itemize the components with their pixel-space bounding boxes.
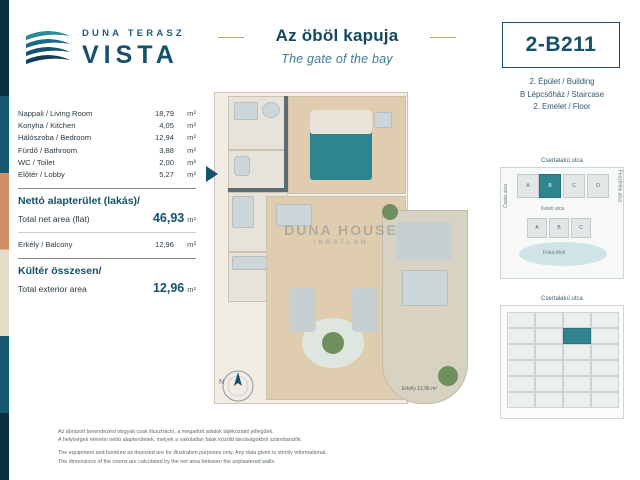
area-table (18, 108, 196, 295)
minimap-street-bottom: Foka-öböl (543, 250, 566, 256)
area-value: 2,00 (159, 157, 174, 167)
plant-decoration (382, 204, 398, 220)
title-rule-right (430, 37, 456, 38)
siteplan-unit (591, 312, 619, 328)
area-unit: m² (187, 145, 196, 155)
interior-wall (284, 96, 288, 192)
minimap-street-left: Csata utca (503, 184, 509, 208)
area-value: 5,27 (159, 170, 174, 180)
siteplan-unit (535, 344, 563, 360)
divider (18, 258, 196, 259)
area-unit: m² (187, 121, 196, 131)
siteplan-unit (535, 312, 563, 328)
brand-bottom-text: VISTA (82, 41, 179, 69)
net-area-value: 46,93 (152, 211, 185, 226)
siteplan-unit (591, 392, 619, 408)
siteplan-unit (507, 344, 535, 360)
brand-logo (22, 24, 212, 82)
entrance-arrow-icon (206, 166, 218, 182)
disclaimer-en-line1: The equipment and furniture as depicted are for illustration purposes only. Any data given is strictly informational. (58, 450, 327, 457)
area-value: 12,94 (154, 133, 174, 143)
balcony-unit: m² (187, 240, 196, 250)
exterior-area-row (18, 281, 196, 295)
balcony-name: Erkély / Balcony (18, 240, 73, 250)
siteplan-unit (507, 392, 535, 408)
bathtub-fixture (234, 102, 258, 120)
sink-fixture (262, 102, 280, 118)
siteplan-box (500, 305, 624, 419)
area-name: Fürdő / Bathroom (18, 145, 78, 155)
area-unit: m² (187, 109, 196, 118)
minimap-block-a: A (517, 174, 539, 198)
area-value: 4,05 (159, 121, 174, 131)
minimap-block-c: C (563, 174, 585, 198)
unit-code-text: 2-B211 (525, 33, 597, 56)
siteplan-unit (591, 328, 619, 344)
minimap-block-d: D (587, 174, 609, 198)
plant-decoration (438, 366, 458, 386)
outdoor-table (402, 270, 448, 306)
disclaimer (58, 428, 470, 471)
exterior-area-title: Kültér összesen/ (18, 265, 102, 278)
siteplan-unit (563, 360, 591, 376)
area-row (18, 132, 196, 144)
net-area-row (18, 211, 196, 225)
location-minimap (500, 158, 624, 279)
exterior-area-label: Total exterior area (18, 284, 87, 295)
building-line-1: 2. Épület / Building (529, 77, 595, 86)
siteplan-unit (507, 360, 535, 376)
floor-plan (206, 92, 466, 422)
minimap-block-c2: C (571, 218, 591, 238)
balcony-row (18, 239, 196, 251)
siteplan-unit (591, 376, 619, 392)
siteplan-unit (535, 328, 563, 344)
siteplan-unit (507, 376, 535, 392)
page-subtitle: The gate of the bay (281, 52, 393, 66)
disclaimer-hu (58, 428, 470, 444)
building-line-3: 2. Emelet / Floor (533, 102, 591, 111)
siteplan-unit (563, 344, 591, 360)
disclaimer-hu-line1: Az ábrázolt berendezési tárgyak csak illusztráció, a megadott adatok tájékoztató jellegűek. (58, 429, 274, 435)
area-value: 18,79 (154, 109, 174, 118)
disclaimer-en (58, 449, 470, 465)
bed-pillows (310, 110, 372, 134)
building-line-2: B Lépcsőház / Staircase (519, 89, 605, 99)
net-area-title: Nettó alapterület (lakás)/ (18, 195, 140, 208)
area-name: Hálószoba / Bedroom (18, 133, 92, 143)
decorative-color-strip (0, 0, 9, 480)
siteplan-unit (535, 376, 563, 392)
exterior-area-value: 12,96 (152, 281, 185, 296)
balcony-value: 12,96 (154, 240, 174, 250)
armchair-left (290, 288, 316, 332)
area-row (18, 169, 196, 181)
exterior-area-unit: m² (187, 285, 196, 295)
wave-logo-icon (22, 26, 74, 72)
svg-text:N: N (219, 379, 225, 386)
page-title: Az öböl kapuja (275, 26, 399, 45)
toilet-fixture (234, 156, 250, 176)
balcony-label: Erkély 12,96 m² (402, 386, 438, 392)
nightstand (374, 112, 392, 128)
siteplan-unit (591, 360, 619, 376)
siteplan-unit (535, 360, 563, 376)
siteplan-unit (563, 392, 591, 408)
divider (18, 188, 196, 189)
siteplan-unit (535, 392, 563, 408)
watermark (246, 222, 436, 246)
area-unit: m² (187, 157, 196, 167)
compass-icon (216, 364, 260, 408)
watermark-subtext: INGATLAN (313, 240, 369, 246)
minimap-block-b2: B (549, 218, 569, 238)
watermark-text: DUNA HOUSE (284, 222, 398, 238)
area-name: WC / Toilet (18, 157, 55, 167)
area-unit: m² (187, 133, 196, 143)
brand-top-text: DUNA TERASZ (82, 28, 185, 39)
minimap-street-top: Csertalakú utca (541, 158, 583, 164)
siteplan-unit (507, 328, 535, 344)
unit-code-badge (502, 22, 620, 68)
armchair-right (352, 288, 378, 332)
siteplan-unit (591, 344, 619, 360)
minimap-block-b: B (539, 174, 561, 198)
interior-wall (228, 188, 286, 192)
area-row (18, 157, 196, 169)
page-title-block (222, 26, 452, 66)
divider (18, 232, 196, 233)
building-info (504, 76, 620, 114)
area-row (18, 120, 196, 132)
net-area-unit: m² (187, 215, 196, 225)
siteplan-unit (507, 312, 535, 328)
area-name: Előtér / Lobby (18, 170, 65, 180)
minimap-block-a2: A (527, 218, 547, 238)
title-rule-left (218, 37, 244, 38)
net-area-label: Total net area (flat) (18, 214, 90, 225)
area-name: Nappali / Living Room (18, 109, 93, 118)
area-name: Konyha / Kitchen (18, 121, 76, 131)
siteplan-unit (563, 312, 591, 328)
plant-decoration (322, 332, 344, 354)
siteplan-title: Csertalakú utca (541, 296, 583, 302)
disclaimer-hu-line2: A helyiségek méretei nettó alapterületek, melyek a vakolatlan falak közötti távolságokból számítandók. (58, 437, 302, 444)
site-plan (500, 296, 624, 419)
area-value: 3,88 (159, 145, 174, 155)
minimap-street-mid: Keleti utca (541, 206, 565, 212)
siteplan-unit-highlighted (563, 328, 591, 344)
area-row (18, 108, 196, 120)
siteplan-unit (563, 376, 591, 392)
area-row (18, 145, 196, 157)
minimap-box (500, 167, 624, 279)
minimap-street-right: Fesztelek utca (616, 169, 622, 202)
area-unit: m² (187, 170, 196, 180)
disclaimer-en-line2: The dimensions of the rooms are calculated by the net area between the unplastered walls. (58, 458, 276, 465)
